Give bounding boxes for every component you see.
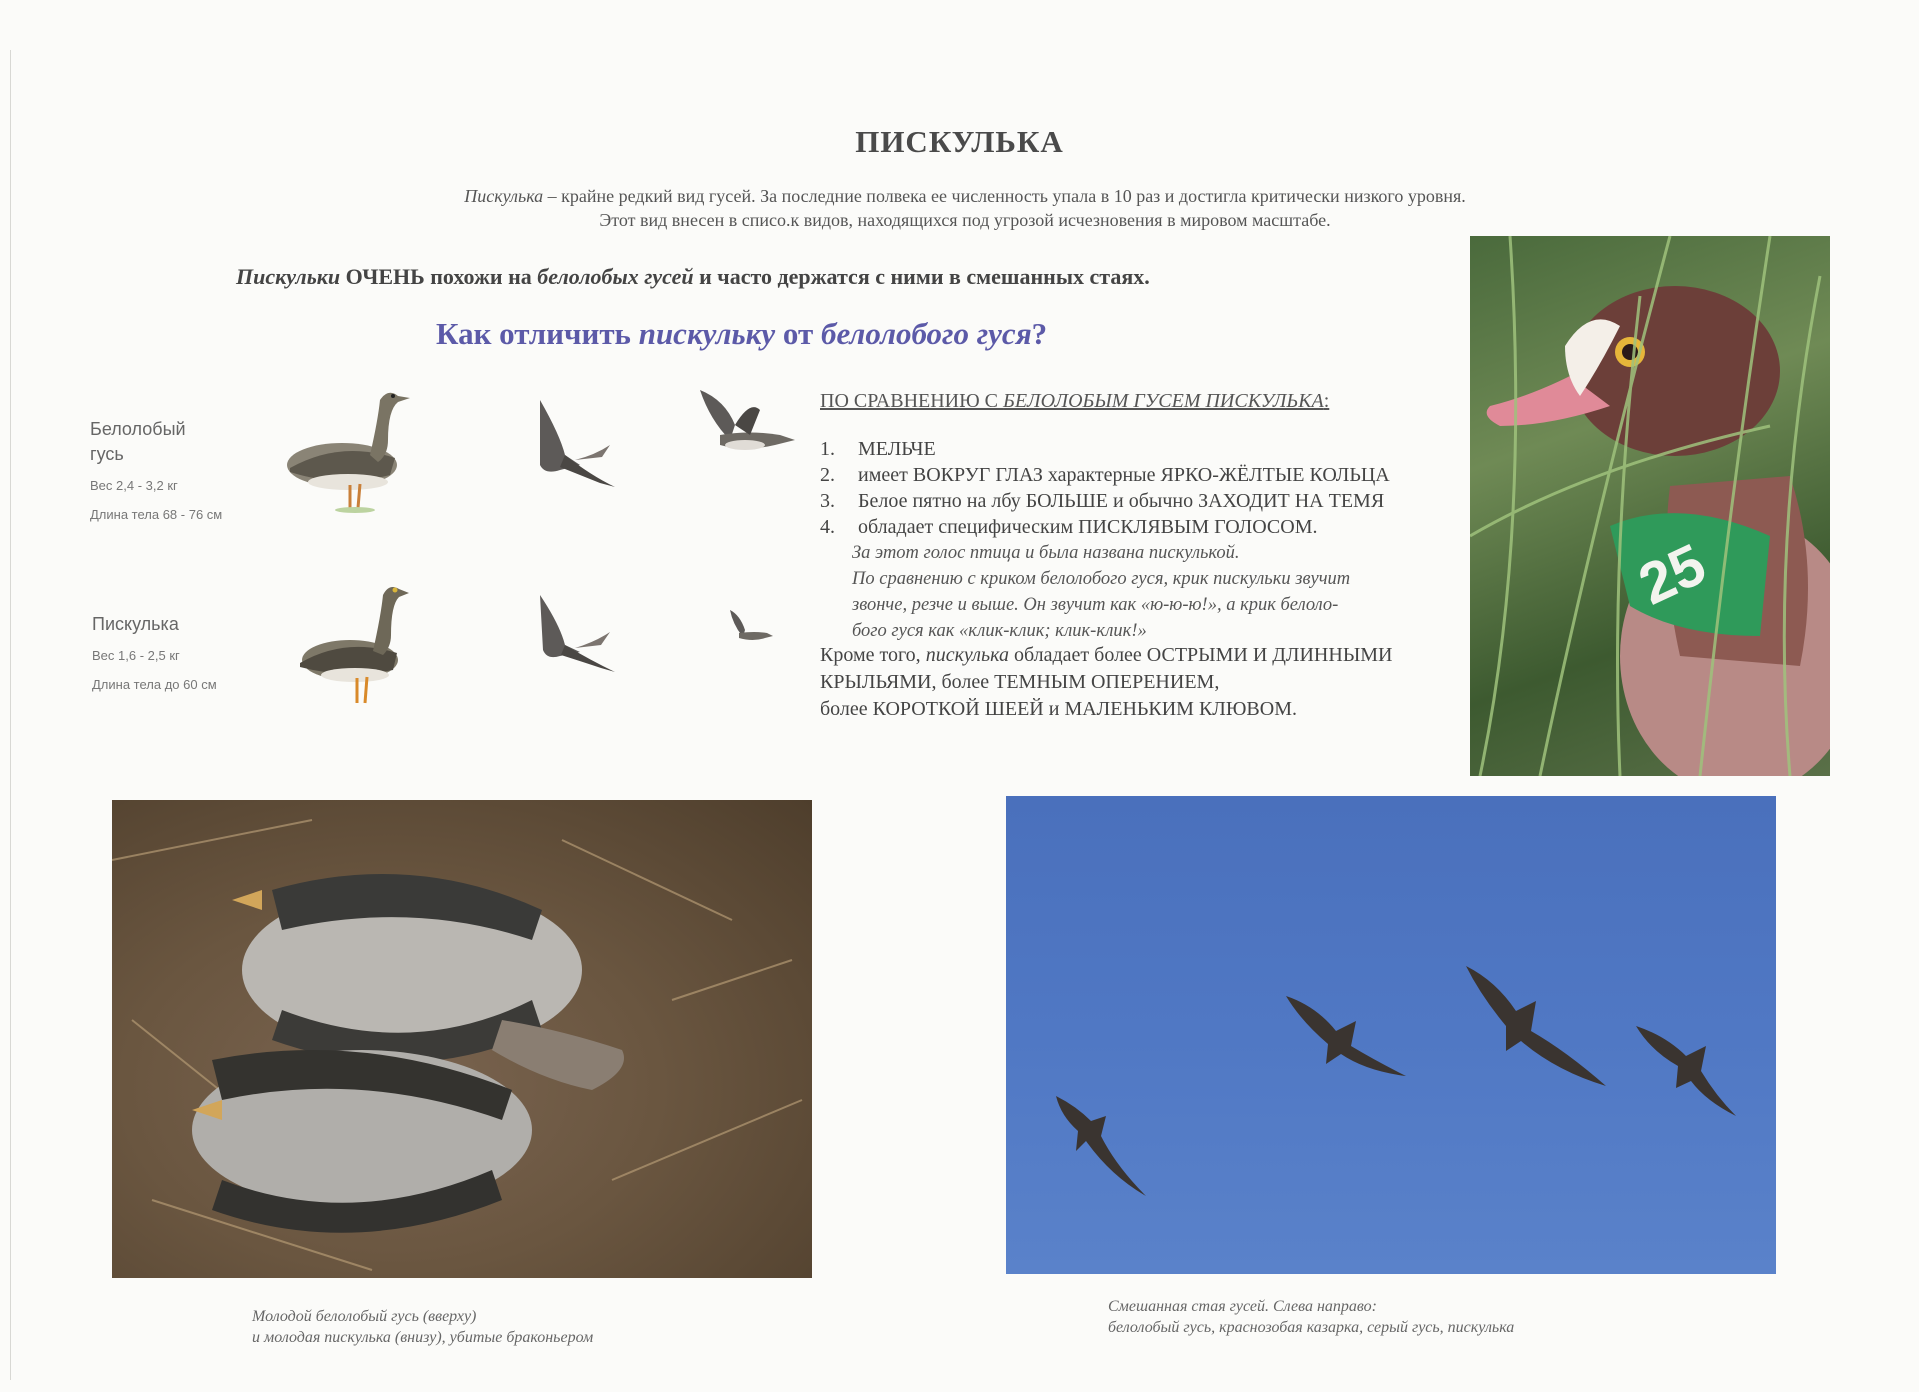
list-item-number: 3.: [820, 490, 835, 512]
comparison-heading-italic: БЕЛОЛОБЫМ ГУСЕМ ПИСКУЛЬКА: [1003, 390, 1324, 412]
species-weight: Вес 2,4 - 3,2 кг: [90, 478, 178, 493]
question-part-3: от: [775, 316, 821, 351]
similarity-part-3: белолобых гусей: [537, 264, 694, 289]
species-weight: Вес 1,6 - 2,5 кг: [92, 648, 180, 663]
question-part-4: белолобого гуся: [820, 316, 1032, 351]
comparison-heading-plain: ПО СРАВНЕНИЮ С: [820, 390, 1004, 412]
similarity-statement: [236, 264, 1150, 290]
species-lesser-white-fronted-goose: [92, 612, 217, 699]
caption-line: белолобый гусь, краснозобая казарка, серый гусь, пискулька: [1108, 1319, 1515, 1336]
dead-geese-drawing: [112, 800, 812, 1278]
species-length: Длина тела до 60 см: [92, 677, 217, 692]
similarity-part-4: и часто держатся с ними в смешанных стаях.: [693, 264, 1150, 289]
dead-geese-photo: [112, 800, 812, 1278]
caption-line: и молодая пискулька (внизу), убитые браконьером: [252, 1329, 594, 1346]
list-item: [820, 514, 1390, 540]
voice-note: [852, 540, 1452, 644]
voice-note-line: По сравнению с криком белолобого гуся, крик пискульки звучит: [852, 569, 1351, 589]
intro-text: [300, 184, 1630, 232]
question-heading: [436, 316, 1047, 352]
extra-line-1-italic: пискулька: [925, 644, 1009, 666]
flying-goose-illustration: [535, 590, 635, 680]
list-item-number: 1.: [820, 438, 835, 460]
question-part-2: пискульку: [638, 316, 776, 351]
species-name-line-2: гусь: [90, 444, 124, 464]
extra-line-1: [820, 642, 1460, 669]
list-item: [820, 436, 1390, 462]
page-title: ПИСКУЛЬКА: [855, 124, 1064, 159]
question-part-5: ?: [1031, 316, 1048, 351]
extra-line-1-plain: Кроме того,: [820, 644, 926, 666]
list-item-number: 2.: [820, 464, 835, 486]
caption-line: Молодой белолобый гусь (вверху): [252, 1308, 477, 1325]
flying-goose-illustration: [725, 605, 775, 650]
voice-note-line: За этот голос птица и была названа пискулькой.: [852, 543, 1240, 563]
list-item-number: 4.: [820, 516, 835, 538]
intro-line-2: Этот вид внесен в списо.к видов, находящихся под угрозой исчезновения в мировом масштабе.: [599, 210, 1331, 230]
voice-note-line: звонче, резче и выше. Он звучит как «ю-ю-ю!», а крик белоло-: [852, 595, 1339, 615]
comparison-list: [820, 436, 1390, 540]
extra-line-2: КРЫЛЬЯМИ, более ТЕМНЫМ ОПЕРЕНИЕМ,: [820, 671, 1220, 693]
species-white-fronted-goose: [90, 417, 222, 529]
goose-closeup-drawing: [1470, 236, 1830, 776]
list-item-text: имеет ВОКРУГ ГЛАЗ характерные ЯРКО-ЖЁЛТЫЕ КОЛЬЦА: [858, 464, 1390, 486]
intro-species-name: Пискулька: [464, 186, 544, 206]
extra-line-3: более КОРОТКОЙ ШЕЕЙ и МАЛЕНЬКИМ КЛЮВОМ.: [820, 698, 1297, 720]
similarity-part-1: Пискульки: [236, 264, 341, 289]
leg-ring-number: 25: [1629, 531, 1716, 618]
species-name-line-1: Белолобый: [90, 419, 186, 439]
extra-line-1-rest: обладает более ОСТРЫМИ И ДЛИННЫМИ: [1008, 644, 1393, 666]
page-edge: [10, 50, 11, 1380]
intro-line-1-rest: – крайне редкий вид гусей. За последние полвека ее численность упала в 10 раз и достигла критически низкого уровня.: [543, 186, 1466, 206]
flock-drawing: [1006, 796, 1776, 1274]
caption-line: Смешанная стая гусей. Слева направо:: [1108, 1298, 1377, 1315]
species-name-line-1: Пискулька: [92, 614, 179, 634]
list-item-text: обладает специфическим ПИСКЛЯВЫМ ГОЛОСОМ.: [858, 516, 1318, 538]
standing-goose-illustration: [270, 380, 420, 520]
list-item-text: МЕЛЬЧЕ: [858, 438, 936, 460]
list-item: [820, 488, 1390, 514]
flock-photo: [1006, 796, 1776, 1274]
standing-goose-illustration: [285, 575, 425, 715]
goose-closeup-photo: [1470, 236, 1830, 776]
flying-goose-illustration: [690, 380, 800, 470]
intro-line-1: [300, 184, 1630, 208]
list-item-text: Белое пятно на лбу БОЛЬШЕ и обычно ЗАХОДИТ НА ТЕМЯ: [858, 490, 1385, 512]
comparison-heading-colon: :: [1323, 390, 1330, 412]
voice-note-line: бого гуся как «клик-клик; клик-клик!»: [852, 621, 1147, 641]
list-item: [820, 462, 1390, 488]
extra-differences: [820, 642, 1460, 723]
species-length: Длина тела 68 - 76 см: [90, 507, 223, 522]
comparison-heading: [820, 390, 1329, 413]
question-part-1: Как отличить: [436, 316, 639, 351]
caption-dead-geese: [252, 1306, 593, 1348]
flying-goose-illustration: [530, 395, 630, 495]
caption-flock: [1108, 1296, 1514, 1338]
similarity-part-2: ОЧЕНЬ похожи на: [340, 264, 538, 289]
